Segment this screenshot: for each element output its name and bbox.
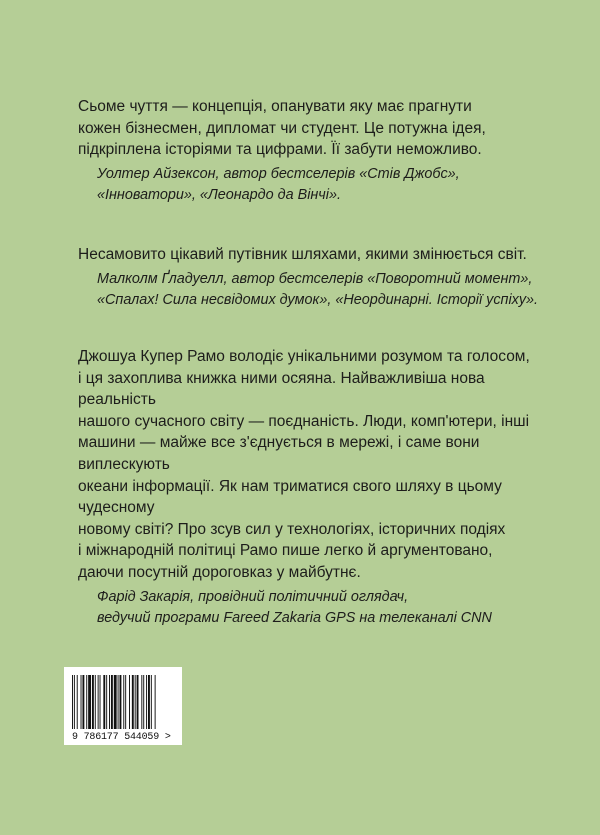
quote-author: Малколм Ґладуелл, автор бестселерів «Поворотний момент», «Спалах! Сила несвідомих думок», «Неординарні. Історії успіху». [97,270,539,309]
quote-gladwell [78,244,548,312]
isbn-number: 9 786177 544059 > [72,732,171,743]
quote-author: Фарід Закарія, провідний політичний оглядач, ведучий програми Fareed Zakaria GPS на телеканалі CNN [97,588,492,627]
quote-isaacson [78,96,548,207]
isbn-barcode [64,667,182,745]
quote-zakaria [78,346,548,630]
quote-text: Несамовито цікавий путівник шляхами, якими змінюється світ. [78,246,527,263]
quote-text: Сьоме чуття — концепція, опанувати яку має прагнути кожен бізнесмен, дипломат чи студент. Це потужна ідея, підкріплена історіями та цифрами. Її забути неможливо. [78,98,486,159]
quote-author: Уолтер Айзексон, автор бестселерів «Стів Джобс», «Інноватори», «Леонардо да Вінчі». [97,165,460,204]
quote-text: Джошуа Купер Рамо володіє унікальними розумом та голосом, і ця захоплива книжка ними осяяна. Найважливіша нова реальність нашого сучасного світу — поєднаність. Люди, комп'ютери, інші машини — майже все з'єднується в мережі, і саме вони виплескують океани інформації. Як нам триматися свого шляху в цьому чудесному новому світі? Про зсув сил у технологіях, історичних подіях і міжнародній політиці Рамо пише легко й аргументовано, даючи посутній дороговказ у майбутнє. [78,348,530,581]
barcode-bars [72,675,176,729]
